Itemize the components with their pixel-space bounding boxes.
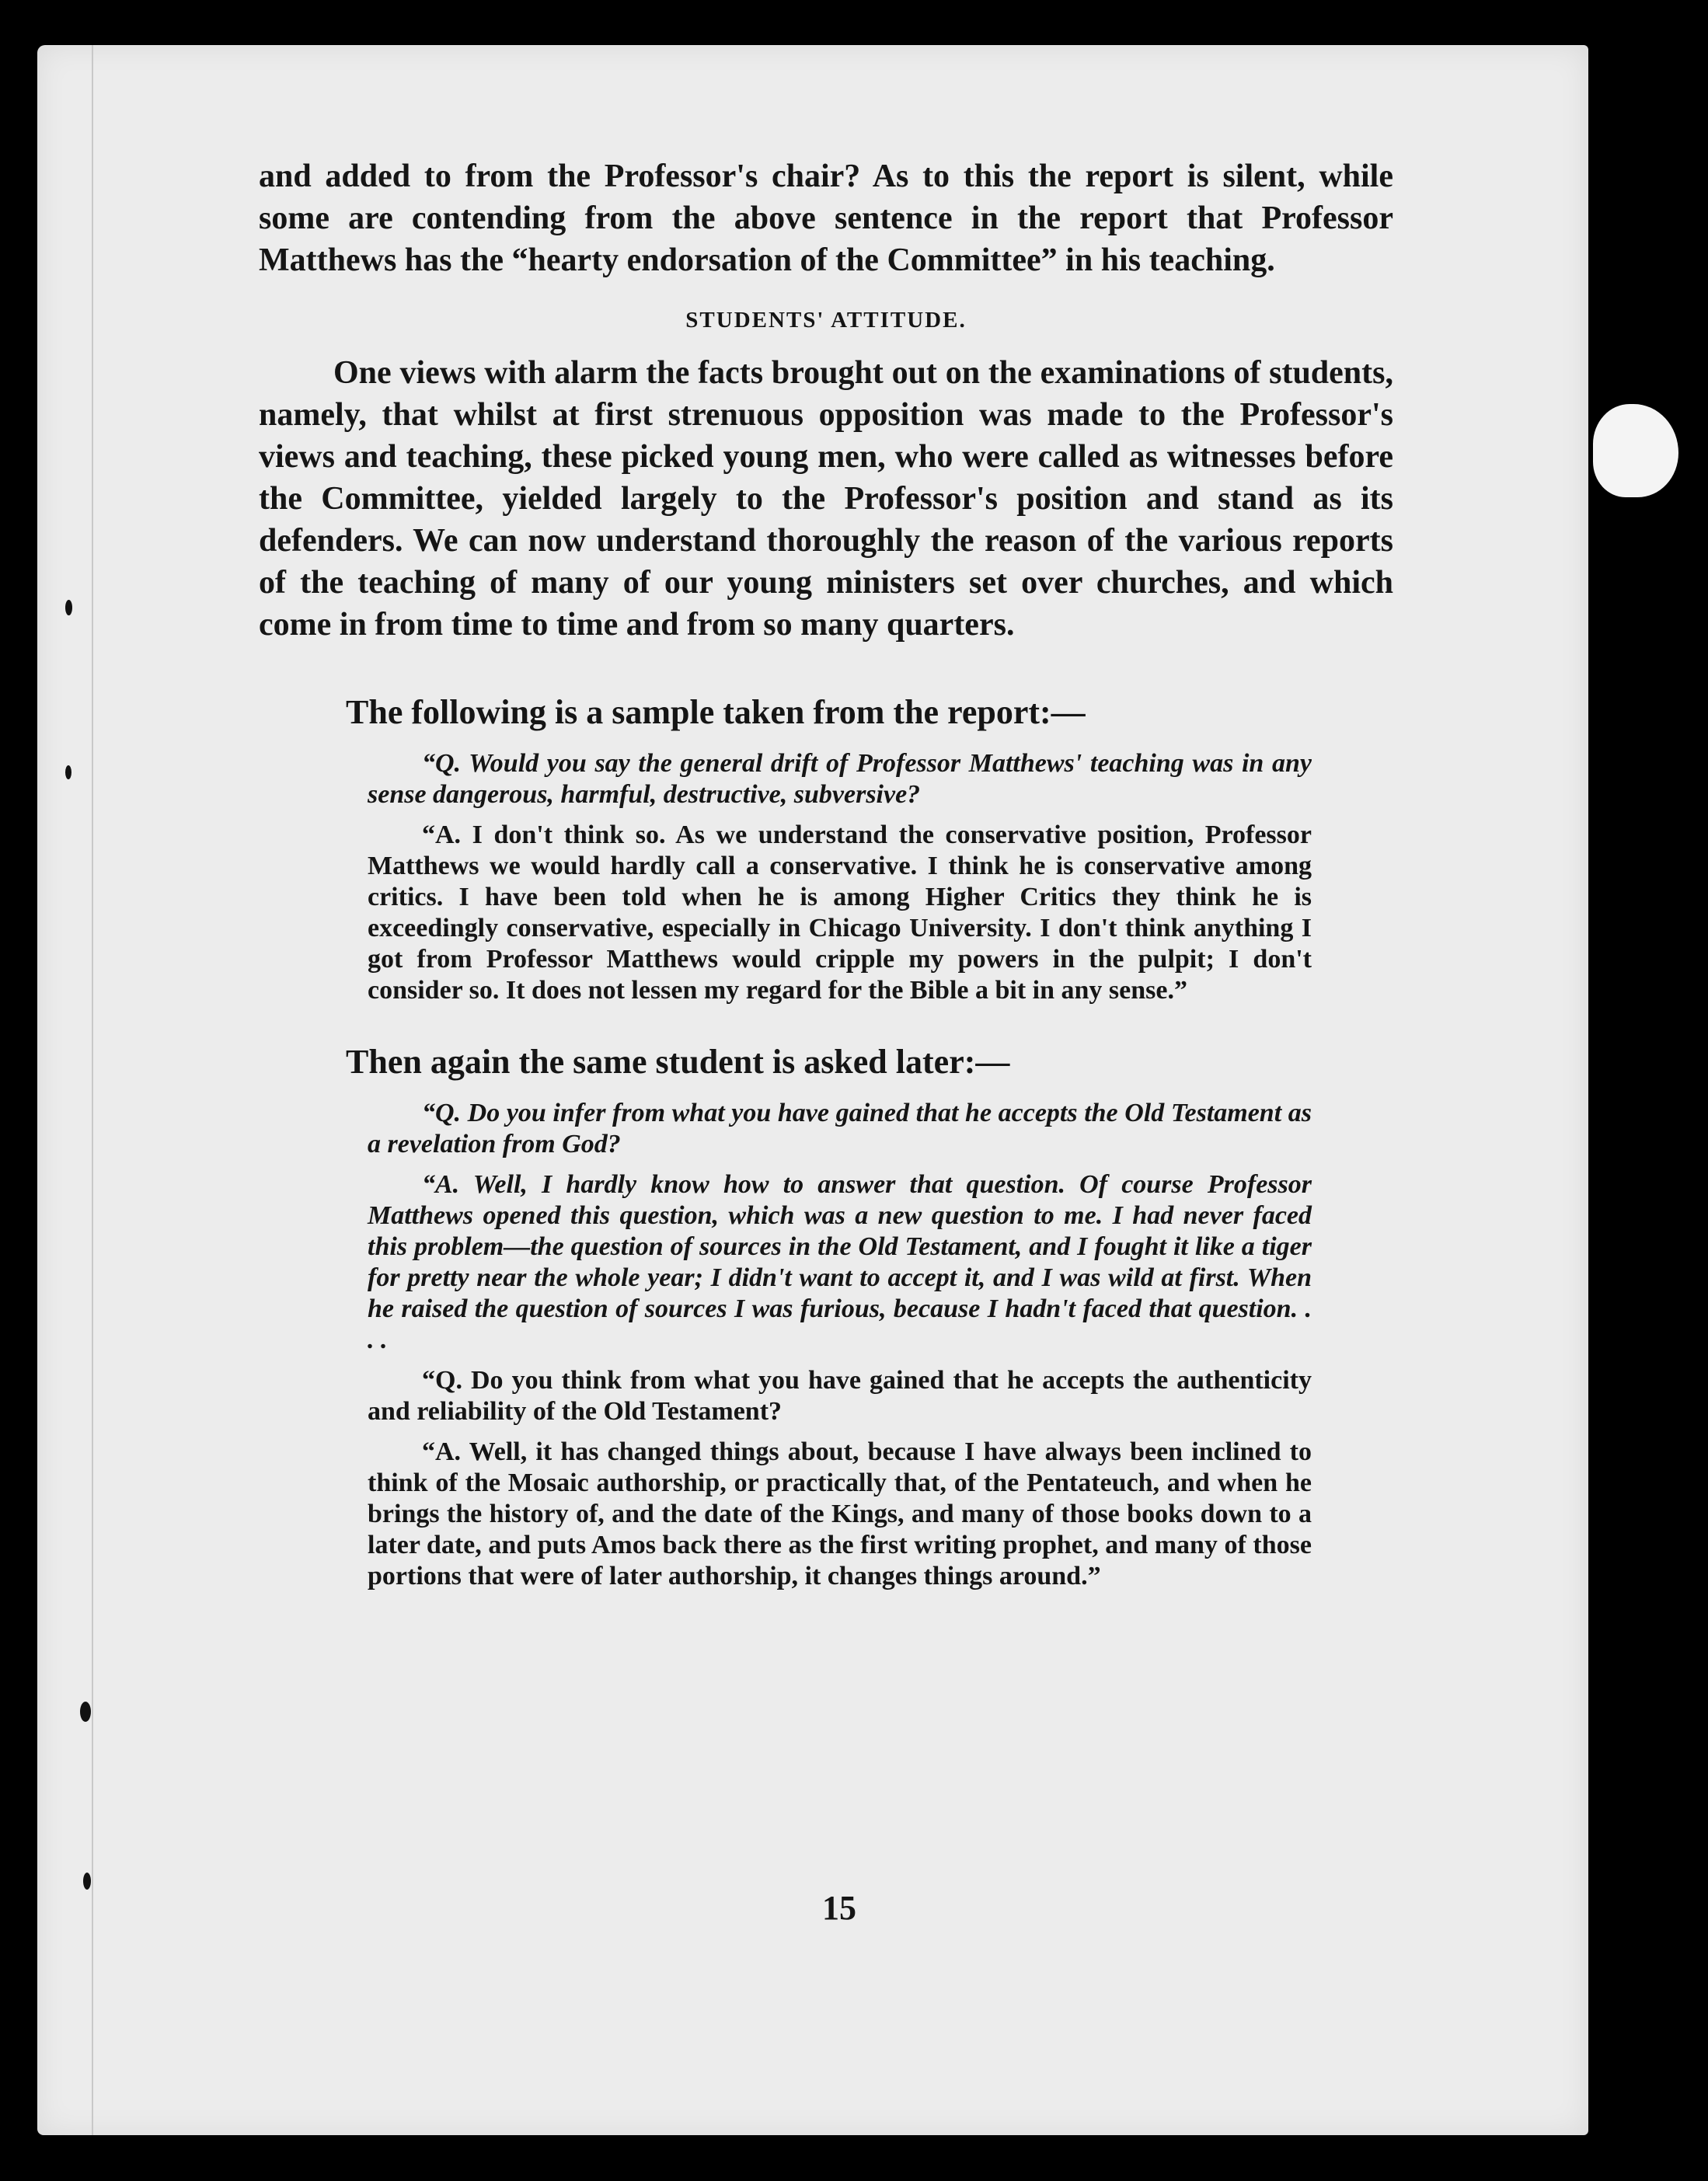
binding-mark bbox=[83, 1873, 91, 1890]
binding-mark bbox=[65, 600, 72, 615]
answer-2: “A. Well, I hardly know how to answer that question. Of course Professor Matthews opened this question, which was a new question to me. I had never faced this problem—the question of sources in the Old Testament, and I fought it like a tiger for pretty near the whole year; I didn't want to accept it, and I was wild at first. When he raised the question of sources I was furious, because I hadn't faced that question. . . . bbox=[368, 1170, 1312, 1354]
answer-3: “A. Well, it has changed things about, because I have always been inclined to think of the Mosaic authorship, or practically that, of the Pentateuch, and when he brings the history of, and the date of the Kings, and many of those books down to a later date, and puts Amos back there as the first writing prophet, and many of those portions that were of later authorship, it changes things around.” bbox=[368, 1437, 1312, 1590]
question-2: “Q. Do you infer from what you have gained that he accepts the Old Testament as a revelation from God? bbox=[368, 1099, 1312, 1158]
page-content bbox=[259, 155, 1393, 1592]
section-heading: STUDENTS' ATTITUDE. bbox=[685, 308, 967, 333]
question-1: “Q. Would you say the general drift of Professor Matthews' teaching was in any sense dangerous, harmful, destructive, subversive? bbox=[368, 749, 1312, 809]
question-3: “Q. Do you think from what you have gained that he accepts the authenticity and reliability of the Old Testament? bbox=[368, 1366, 1312, 1426]
paragraph-intro: and added to from the Professor's chair? As to this the report is silent, while some are contending from the above sentence in the report that Professor Matthews has the “hearty endorsation of the Committee” in his teaching. bbox=[259, 159, 1393, 278]
page-gutter-line bbox=[92, 45, 93, 2135]
binding-mark bbox=[80, 1702, 91, 1722]
lead-in-later: Then again the same student is asked later:— bbox=[346, 1043, 1010, 1081]
paragraph-students-attitude: One views with alarm the facts brought out on the examinations of students, namely, that whilst at first strenuous opposition was made to the Professor's views and teaching, these picked young men, who were called as witnesses before the Committee, yielded largely to the Professor's position and stand as its defenders. We can now understand thoroughly the reason of the various reports of the teaching of many of our young ministers set over churches, and which come in from time to time and from so many quarters. bbox=[259, 355, 1393, 643]
lead-in-sample: The following is a sample taken from the report:— bbox=[346, 693, 1086, 731]
binding-mark bbox=[65, 765, 71, 779]
paper-blemish bbox=[1593, 404, 1678, 497]
page-number: 15 bbox=[822, 1889, 856, 1927]
answer-1: “A. I don't think so. As we understand the conservative position, Professor Matthews we would hardly call a conservative. I think he is conservative among critics. I have been told when he is among Higher Critics they think he is exceedingly conservative, especially in Chicago University. I don't think anything I got from Professor Matthews would cripple my powers in the pulpit; I don't consider so. It does not lessen my regard for the Bible a bit in any sense.” bbox=[368, 820, 1312, 1005]
